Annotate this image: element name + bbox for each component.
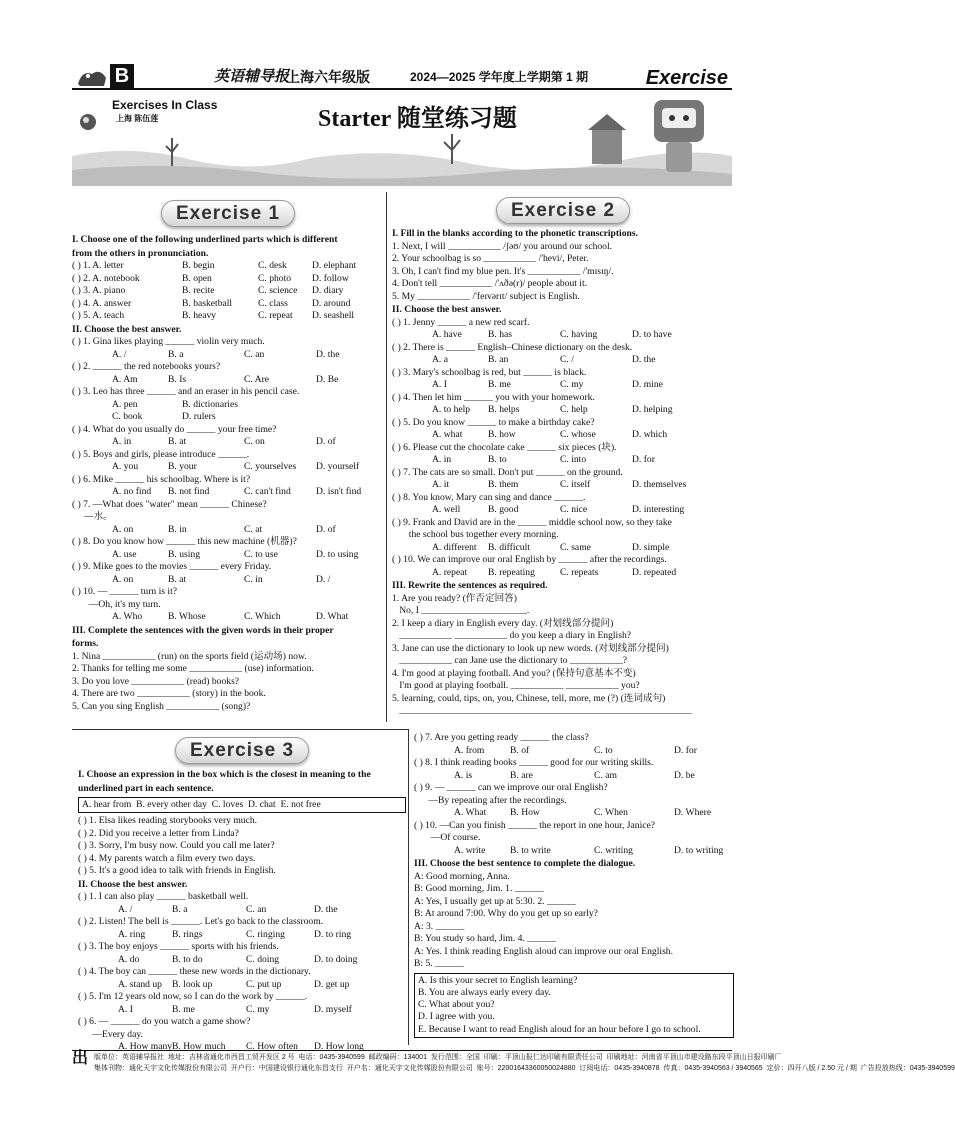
edition-label: 上海六年级版 [286,69,370,85]
exercise-2-title: Exercise 2 [496,197,630,224]
option: B. them [488,479,519,490]
option: A. on [112,573,134,585]
section-divider [72,729,408,730]
option: B. recite [182,285,215,296]
title-banner [72,94,732,186]
option: B. at [168,436,187,447]
question-line: ( ) 5. Do you know ______ to make a birthday cake? [392,416,595,428]
question-line: ( ) 1. I can also play ______ basketball well. [78,891,249,903]
mascot-icon [76,64,108,88]
option: B. Whose [168,611,206,622]
question-line: ( ) 2. There is ______ English–Chinese dictionary on the desk. [392,341,633,353]
question-line: 2. Your schoolbag is so ___________ /'hevi/, Peter. [392,253,589,264]
page-header [72,62,732,90]
option-row [72,310,384,323]
question-line: ( ) 10. We can improve our oral English by ______ after the recordings. [392,554,667,565]
option: A. What [454,807,487,818]
question-line: 1. Nina ___________ (run) on the sports field (运动场) now. [72,650,307,662]
option: D. of [316,436,336,447]
option: A. in [112,436,132,447]
question-line: ( ) 2. ______ the red notebooks yours? [72,361,221,372]
question-line: 5. learning, could, tips, on, you, Chinese, tell, more, me (?) (连词成句) [392,692,666,704]
option-row [78,979,406,992]
option-row [392,354,734,367]
option: A. on [112,523,134,535]
option: C. Which [244,611,281,622]
issue-label: 2024—2025 学年度上学期第 1 期 [410,70,589,84]
question-line: ( ) 6. Mike ______ his schoolbag. Where is it? [72,473,251,485]
option: C. When [594,807,628,818]
option: C. book [112,411,143,422]
exercise-1-title: Exercise 1 [161,200,295,227]
question-line: 2. Thanks for telling me some ___________ (use) information. [72,663,314,674]
question-line: 5. My ___________ /'feɪvərɪt/ subject is English. [392,290,580,302]
question-line: ( ) 10. — ______ turn is it? [72,586,177,597]
question-line: —水。 [72,511,113,522]
option: B. How [510,807,540,818]
option: C. repeats [560,566,599,578]
option: D. get up [314,978,350,990]
section-heading: II. Choose the best answer. [72,323,182,335]
section-heading: III. Rewrite the sentences as required. [392,580,548,591]
option: C. same [560,541,591,553]
option-row [72,524,384,537]
option: C. having [560,329,598,340]
option: A. Who [112,611,143,622]
option-row [72,273,384,286]
question-line: ( ) 7. The cats are so small. Don't put ______ on the ground. [392,466,623,478]
option-row [392,404,734,417]
option-row [72,349,384,362]
option: A. different [432,541,477,553]
option: D. seashell [312,310,355,321]
question-line: ( ) 3. The boy enjoys ______ sports with his friends. [78,941,279,953]
option-row [392,454,734,467]
option: ( ) 2. A. notebook [72,272,140,284]
option: D. / [316,573,331,585]
answer-box-line: E. Because I want to read English aloud for an hour before I go to school. [418,1023,701,1035]
option: D. for [674,744,697,756]
option: A. it [432,479,450,490]
question-line: —Of course. [414,832,481,843]
option: C. writing [594,844,633,856]
option: C. yourselves [244,461,297,472]
option: B. good [488,504,519,515]
option-row [392,504,734,517]
question-line: B: You study so hard, Jim. 4. ______ [414,933,557,944]
question-line: ( ) 8. Do you know how ______ this new machine (机器)? [72,536,297,547]
question-line: _____________________________________________________________ [392,705,692,716]
exercise-2-body [392,228,734,718]
option: C. an [244,348,265,360]
option-row [78,954,406,967]
question-line: ( ) 5. I'm 12 years old now, so I can do the work by ______. [78,991,308,1003]
option: D. which [632,429,668,440]
footer-line-2: 集体刊物：通化天宇文化传媒股份有限公司 开户行：中国建设银行通化东昌支行 开户名：通化天宇文化传媒股份有限公司 账号：22001643360050024880 订阅电话：0435-3940878 传真：0435-3940563 / 3940565 定价：四开八版 / 2.50 元 / 期 广告投放热线：0435-3940599 [94,1065,955,1072]
option: B. at [168,573,187,585]
question-line: I'm good at playing football. ___________ ___________ you? [392,680,640,691]
option: B. me [488,379,511,390]
exercise-3-title: Exercise 3 [175,737,309,764]
answer-box-line: D. I agree with you. [418,1011,495,1023]
option: C. to [594,744,613,756]
question-line: ( ) 1. Elsa likes reading storybooks very much. [78,815,258,827]
option: ( ) 3. A. piano [72,285,126,296]
option: D. the [316,348,340,360]
option: B. how [488,429,516,440]
section-heading: I. Choose an expression in the box which is the closest in meaning to the [78,769,371,780]
option: B. helps [488,404,520,415]
option: C. in [244,573,263,585]
question-line: ___________ ___________ do you keep a diary in English? [392,630,632,641]
option: C. an [246,903,267,915]
option: A. stand up [118,978,162,990]
option: B. look up [172,978,213,990]
option-row [72,461,384,474]
column-divider [386,192,387,722]
option-row [392,479,734,492]
option: A. ring [118,928,146,940]
question-line: B: 5. ______ [414,958,464,969]
question-line: ( ) 2. Did you receive a letter from Linda? [78,827,239,839]
question-line: 4. Don't tell ___________ /'ʌðə(r)/ people about it. [392,278,588,289]
option: A. is [454,769,473,781]
option: C. on [244,436,265,447]
option: B. not find [168,486,210,497]
column-divider-lower [408,729,409,1045]
option: D. yourself [316,461,360,472]
question-line: 1. Next, I will ___________ /ʃəʊ/ you around our school. [392,240,613,252]
question-line: 3. Oh, I can't find my blue pen. It's ___________ /'mɪsɪŋ/. [392,265,614,277]
option-row [392,329,734,342]
exercise-3-body [78,769,406,1054]
question-line: ( ) 4. What do you usually do ______ your free time? [72,423,277,435]
option: D. isn't find [316,486,362,497]
option: A. you [112,461,139,472]
option: D. the [314,903,338,915]
author-label: 上海 陈伍莲 [116,114,159,123]
option: B. repeating [488,566,535,578]
option: B. to write [510,844,551,856]
option-row [72,574,384,587]
option: C. whose [560,429,596,440]
exercise-3-continued [414,732,734,1040]
page-footer [72,1050,955,1076]
question-line: ( ) 7. —What does "water" mean ______ Chinese? [72,498,267,510]
option: D. of [316,523,336,535]
option: B. begin [182,260,215,271]
question-line: ( ) 1. Gina likes playing ______ violin very much. [72,336,265,347]
option-row [414,745,734,758]
option: C. ringing [246,928,285,940]
option: D. around [312,297,351,309]
question-line: ( ) 6. — ______ do you watch a game show? [78,1016,251,1028]
option: B. dictionaries [182,398,238,410]
question-line: A: 3. ______ [414,920,465,932]
question-line: 4. I'm good at playing football. And you? (保持句意基本不变) [392,667,636,679]
option: D. to doing [314,953,358,965]
option: D. What [316,611,349,622]
question-line: ___________ can Jane use the dictionary to ___________? [392,655,628,666]
question-line: ( ) 4. My parents watch a film every two days. [78,852,256,864]
option: D. for [632,454,655,465]
section-heading: I. Fill in the blanks according to the phonetic transcriptions. [392,228,638,239]
exercise-3 [78,737,406,1054]
option: B. are [510,769,533,781]
question-line: the school bus together every morning. [392,529,559,540]
option: B. open [182,272,212,284]
question-line: —Oh, it's my turn. [72,598,161,610]
question-line: ( ) 10. —Can you finish ______ the report in one hour, Janice? [414,819,656,831]
question-line: B: Good morning, Jim. 1. ______ [414,883,544,894]
section-tag: Exercises In Class [112,98,218,112]
option-row [72,486,384,499]
option: B. to do [172,953,203,965]
question-line: 2. I keep a diary in English every day. (对划线部分提问) [392,617,614,629]
question-line: ( ) 2. Listen! The bell is ______. Let's go back to the classroom. [78,916,324,928]
option: D. mine [632,379,663,390]
question-line: 4. There are two ___________ (story) in the book. [72,688,266,699]
question-line: —By repeating after the recordings. [414,794,567,806]
option: D. to writing [674,844,724,856]
option: D. Where [674,807,712,818]
option: D. to ring [314,928,352,940]
question-line: A: Yes. I think reading English aloud can improve our oral English. [414,945,673,957]
question-line: ( ) 5. It's a good idea to talk with friends in English. [78,865,276,877]
question-line: ( ) 1. Jenny ______ a new red scarf. [392,316,530,328]
question-line: No, I ______________________. [392,605,530,616]
question-line: ( ) 8. I think reading books ______ good for our writing skills. [414,757,654,768]
option: D. follow [312,272,349,284]
option: B. Is [168,373,187,385]
question-line: ( ) 3. Sorry, I'm busy now. Could you call me later? [78,840,275,852]
option: C. nice [560,504,588,515]
option: C. into [560,454,587,465]
exercise-1-body [72,234,384,713]
option: D. repeated [632,566,677,578]
globe-icon [78,112,106,132]
option-row [78,929,406,942]
option: B. in [168,523,187,535]
option: B. of [510,744,530,756]
question-line: ( ) 4. The boy can ______ these new words in the dictionary. [78,966,311,978]
option: C. / [560,354,574,365]
option: C. can't find [244,486,291,497]
option: C. my [246,1003,270,1015]
section-heading: from the others in pronunciation. [72,247,209,259]
option: B. How much [172,1041,226,1053]
question-line: ( ) 6. Please cut the chocolate cake ______ six pieces (块). [392,441,617,453]
option: B. difficult [488,541,530,553]
option: B. me [172,1003,195,1015]
option: C. Are [244,373,270,385]
footer-mark: 出 [72,1050,89,1067]
question-line: ( ) 3. Mary's schoolbag is red, but ______ is black. [392,366,587,378]
option: ( ) 5. A. teach [72,310,125,321]
question-line: 5. Can you sing English ___________ (song)? [72,700,251,712]
question-line: A: Yes, I usually get up at 5:30. 2. ______ [414,895,576,907]
option: C. How often [246,1041,298,1053]
option: A. / [112,348,127,360]
option: D. to using [316,548,359,560]
option-row [414,770,734,783]
option: A. use [112,548,137,560]
answer-box [414,973,734,1038]
section-heading: forms. [72,638,99,649]
option-row [72,436,384,449]
option: A. / [118,903,133,915]
option-row [72,298,384,311]
option: ( ) 1. A. letter [72,260,124,271]
option-row [72,411,384,424]
option-row [72,285,384,298]
section-heading: underlined part in each sentence. [78,782,214,794]
option: B. to [488,454,507,465]
option-row [78,1004,406,1017]
exercise-2 [392,197,734,718]
question-line: 3. Do you love ___________ (read) books? [72,675,240,687]
option: A. How many [118,1041,173,1053]
option: A. well [432,504,461,515]
option: D. Be [316,373,339,385]
option-row [72,260,384,273]
option: D. myself [314,1003,352,1015]
option-row [414,807,734,820]
question-line: ( ) 3. Leo has three ______ and an eraser in his pencil case. [72,386,300,397]
option: B. an [488,354,509,365]
option: A. do [118,953,140,965]
question-line: ( ) 8. You know, Mary can sing and dance ______. [392,491,586,503]
option: A. write [454,844,486,856]
option-row [392,429,734,442]
question-line: ( ) 7. Are you getting ready ______ the class? [414,732,589,743]
option-row [72,374,384,387]
answer-box-line: B. You are always early every day. [418,986,551,998]
option: D. interesting [632,504,685,515]
section-heading: III. Choose the best sentence to complete the dialogue. [414,858,636,869]
option: D. simple [632,541,670,553]
exercise-3-continued-body [414,732,734,1038]
option: B. using [168,548,200,560]
option: B. a [168,348,184,360]
option: B. basketball [182,297,233,309]
option: A. to help [432,404,471,415]
answer-box-line: C. What about you? [418,999,495,1011]
page-title: Starter 随堂练习题 [318,106,517,132]
option: C. help [560,404,588,415]
option: D. helping [632,404,673,415]
option: C. am [594,769,617,781]
brand-name: 英语辅导报 [214,69,290,85]
option: B. rings [172,928,203,940]
section-heading: I. Choose one of the following underlined parts which is different [72,234,338,245]
footer-line-1: 版单位：英语辅导报社 地址：吉林省通化市西昌工贸开发区 2 号 电话：0435-3940599 邮政编码：134001 发行范围：全国 印刷：平顶山报仁达印刷有限责任公司 印刷地址：河南省平顶山市建设路东段平顶山日报印刷厂 [94,1054,782,1061]
option: C. itself [560,479,591,490]
question-line: 1. Are you ready? (作否定回答) [392,592,517,604]
option: A. in [432,454,452,465]
option: A. pen [112,398,138,410]
option: D. be [674,769,695,781]
question-line: ( ) 9. Mike goes to the movies ______ every Friday. [72,561,272,572]
option: C. class [258,297,288,309]
option: C. desk [258,260,287,271]
question-line: ( ) 9. Frank and David are in the ______ middle school now, so they take [392,516,672,528]
question-line: 3. Jane can use the dictionary to look up new words. (对划线部分提问) [392,642,669,654]
option: D. to have [632,329,672,340]
question-line: B: At around 7:00. Why do you get up so early? [414,908,598,919]
option: B. your [168,461,197,472]
logo-letter: B [110,64,134,88]
option: B. has [488,329,512,340]
answer-box-line: A. hear from B. every other day C. loves D. chat E. not free [82,799,321,810]
option: C. science [258,285,298,296]
option: C. at [244,523,263,535]
option: B. a [172,903,188,915]
option: A. what [432,429,463,440]
option-row [392,567,734,580]
option: D. rulers [182,411,216,422]
option: C. put up [246,978,282,990]
option: C. to use [244,548,278,560]
question-line: —Every day. [78,1028,143,1040]
option: C. doing [246,953,280,965]
option-row [78,904,406,917]
option-row [414,845,734,858]
option: C. photo [258,272,292,284]
option-row [72,611,384,624]
option: A. Am [112,373,138,385]
option-row [72,549,384,562]
question-line: ( ) 5. Boys and girls, please introduce ______. [72,448,250,460]
option: D. diary [312,285,344,296]
option: D. themselves [632,479,687,490]
section-heading: III. Complete the sentences with the given words in their proper [72,624,334,636]
section-heading: II. Choose the best answer. [78,878,188,890]
option: D. the [632,354,656,365]
question-line: ( ) 9. — ______ can we improve our oral English? [414,782,608,793]
option: C. my [560,379,584,390]
answer-box-line: A. Is this your secret to English learning? [418,974,578,986]
option: ( ) 4. A. answer [72,297,132,309]
option-row [392,379,734,392]
option: A. repeat [432,566,468,578]
exercise-label: Exercise [645,67,728,89]
option: A. a [432,354,448,365]
option: A. I [432,379,447,390]
answer-box [78,797,406,813]
option: A. no find [112,486,152,497]
option-row [392,542,734,555]
exercise-1 [72,200,384,713]
option: D. elephant [312,260,357,271]
question-line: A: Good morning, Anna. [414,870,510,882]
option: A. have [432,329,462,340]
question-line: ( ) 4. Then let him ______ you with your homework. [392,391,595,403]
option: A. from [454,744,485,756]
section-heading: II. Choose the best answer. [392,304,502,315]
option: C. repeat [258,310,293,321]
option: D. How long [314,1041,364,1053]
option: A. I [118,1003,133,1015]
option-row [72,399,384,412]
option: B. heavy [182,310,217,321]
